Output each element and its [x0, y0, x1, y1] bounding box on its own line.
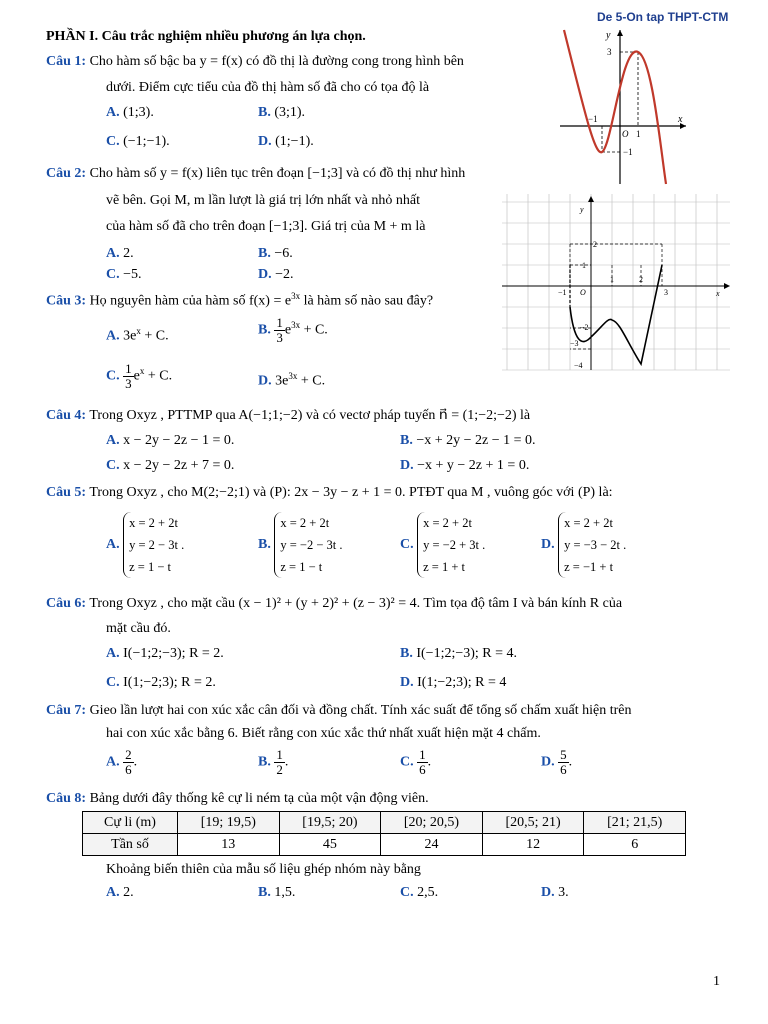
- table-row: [83, 834, 686, 856]
- q7-line1: Câu 7: Gieo lần lượt hai con xúc xắc cân đối và đồng chất. Tính xác suất để tổng số chấm xuất hiện trên: [46, 703, 632, 718]
- table-cell: [19,5; 20): [279, 812, 381, 834]
- graph1-label-origin: O: [622, 129, 629, 139]
- q3-label: Câu 3:: [46, 293, 87, 309]
- table-cell: 13: [178, 834, 280, 856]
- graph2-grid: [502, 194, 730, 370]
- table-cell: Cự li (m): [83, 812, 178, 834]
- graph2-label-x1: 1: [610, 275, 614, 284]
- q4-option-c: C. x − 2y − 2z + 7 = 0.: [106, 458, 235, 473]
- graph1-label-1: 1: [636, 129, 641, 139]
- graph1-label-3: 3: [607, 47, 612, 57]
- graph1-label-neg1-x: −1: [588, 114, 598, 124]
- page-number: 1: [713, 974, 720, 989]
- section-title: PHẦN I. Câu trắc nghiệm nhiều phương án lựa chọn.: [46, 29, 366, 44]
- q7-option-b: B. $\frac{1}{2}$ .: [258, 747, 289, 777]
- q2-line3: của hàm số đã cho trên đoạn [−1;3]. Giá trị của M + m là: [106, 219, 426, 234]
- graph2-label-x2: 2: [639, 275, 643, 284]
- q7-option-d: D. $\frac{5}{6}$ .: [541, 747, 573, 777]
- table-cell: [20; 20,5): [381, 812, 483, 834]
- q5-label: Câu 5:: [46, 485, 87, 500]
- q5-option-d: D. x = 2 + 2t y = −3 − 2t . z = −1 + t: [541, 512, 626, 578]
- graph2-label-3: 3: [664, 288, 668, 297]
- q2-option-d: D. −2.: [258, 267, 294, 282]
- q1-option-d: D. (1;−1).: [258, 134, 314, 149]
- q1-option-a: A. (1;3).: [106, 105, 154, 120]
- graph2-label-2: 2: [593, 240, 597, 249]
- q6-option-b: B. I(−1;2;−3); R = 4.: [400, 646, 518, 661]
- grid-graph: [502, 192, 732, 372]
- graph1-label-y: y: [606, 30, 611, 41]
- q8-option-c: C. 2,5.: [400, 885, 439, 900]
- table-cell: 24: [381, 834, 483, 856]
- frequency-table: [82, 811, 686, 856]
- q5-option-a: A. x = 2 + 2t y = 2 − 3t . z = 1 − t: [106, 512, 184, 578]
- document-header: De 5-On tap THPT-CTM: [597, 10, 729, 24]
- graph2-label-neg1: −1: [558, 288, 567, 297]
- table-cell: 6: [584, 834, 686, 856]
- graph2-label-x: x: [716, 289, 720, 298]
- q8-line2: Khoảng biến thiên của mẫu số liệu ghép nhóm này bằng: [106, 862, 421, 877]
- q6-option-c: C. I(1;−2;3); R = 2.: [106, 675, 216, 690]
- q3-option-d: D. $3e^{3x} + C$.: [258, 371, 326, 389]
- q4-line1: Câu 4: Trong Oxyz , PTTMP qua A(−1;1;−2) và có vectơ pháp tuyến n⃗ = (1;−2;−2) là: [46, 408, 531, 423]
- q2-option-c: C. −5.: [106, 267, 142, 282]
- table-cell: 12: [482, 834, 584, 856]
- graph2-label-y: y: [580, 205, 584, 214]
- q3-line1: Câu 3: Họ nguyên hàm của hàm số $f(x) = e^{3x}$ là hàm số nào sau đây?: [46, 291, 434, 309]
- q1-option-b: B. (3;1).: [258, 105, 306, 120]
- q4-label: Câu 4:: [46, 408, 87, 423]
- table-cell: Tần số: [83, 834, 178, 856]
- q7-option-c: C. $\frac{1}{6}$ .: [400, 747, 432, 777]
- q5-line1: Câu 5: Trong Oxyz , cho M(2;−2;1) và (P): 2x − 3y − z + 1 = 0. PTĐT qua M , vuông góc với (P) là:: [46, 485, 613, 500]
- table-cell: [21; 21,5): [584, 812, 686, 834]
- table-header-row: [83, 812, 686, 834]
- q4-option-d: D. −x + y − 2z + 1 = 0.: [400, 458, 530, 473]
- q1-line2: dưới. Điểm cực tiểu của đồ thị hàm số đã cho có tọa độ là: [106, 80, 430, 95]
- table-cell: 45: [279, 834, 381, 856]
- q7-line2: hai con xúc xắc bằng 6. Biết rằng con xúc xắc thứ nhất xuất hiện mặt 4 chấm.: [106, 726, 541, 741]
- graph2-label-neg2: −2: [580, 323, 589, 332]
- graph1-label-neg1-y: −1: [623, 147, 633, 157]
- graph1-curve: [564, 30, 666, 184]
- table-cell: [20,5; 21): [482, 812, 584, 834]
- q7-option-a: A. $\frac{2}{6}$ .: [106, 747, 138, 777]
- q8-label: Câu 8:: [46, 791, 87, 806]
- q2-line2: vẽ bên. Gọi M, m lần lượt là giá trị lớn nhất và nhỏ nhất: [106, 193, 421, 208]
- q2-line1: Câu 2: Cho hàm số y = f(x) liên tục trên đoạn [−1;3] và có đồ thị như hình: [46, 166, 466, 181]
- q1-label: Câu 1:: [46, 54, 87, 69]
- cubic-graph: [560, 24, 690, 186]
- q2-option-b: B. −6.: [258, 246, 293, 261]
- q8-option-b: B. 1,5.: [258, 885, 296, 900]
- q3-option-b: B. $\frac{1}{3}$ $e^{3x} + C$.: [258, 315, 328, 345]
- q5-option-b: B. x = 2 + 2t y = −2 − 3t . z = 1 − t: [258, 512, 342, 578]
- q8-option-d: D. 3.: [541, 885, 569, 900]
- graph2-label-origin: O: [580, 288, 586, 297]
- q2-label: Câu 2:: [46, 166, 87, 181]
- q4-option-b: B. −x + 2y − 2z − 1 = 0.: [400, 433, 536, 448]
- q8-line1: Câu 8: Bảng dưới đây thống kê cự li ném tạ của một vận động viên.: [46, 791, 429, 806]
- graph1-label-x: x: [678, 114, 683, 125]
- q6-line1: Câu 6: Trong Oxyz , cho mặt cầu (x − 1)² + (y + 2)² + (z − 3)² = 4. Tìm tọa độ tâm I và bán kính R của: [46, 596, 623, 611]
- q1-line1: Câu 1: Cho hàm số bậc ba y = f(x) có đồ thị là đường cong trong hình bên: [46, 54, 464, 69]
- graph2-label-1: 1: [582, 261, 586, 270]
- q6-option-d: D. I(1;−2;3); R = 4: [400, 675, 507, 690]
- q4-option-a: A. x − 2y − 2z − 1 = 0.: [106, 433, 235, 448]
- q3-option-a: A. $3e^x + C$.: [106, 326, 169, 344]
- q5-option-c: C. x = 2 + 2t y = −2 + 3t . z = 1 + t: [400, 512, 485, 578]
- q8-option-a: A. 2.: [106, 885, 134, 900]
- q6-option-a: A. I(−1;2;−3); R = 2.: [106, 646, 224, 661]
- q7-label: Câu 7:: [46, 703, 87, 718]
- q3-option-c: C. $\frac{1}{3}$ $e^x + C$.: [106, 361, 173, 391]
- graph2-label-neg3: −3: [570, 339, 579, 348]
- q1-option-c: C. (−1;−1).: [106, 134, 170, 149]
- q2-option-a: A. 2.: [106, 246, 134, 261]
- table-cell: [19; 19,5): [178, 812, 280, 834]
- q6-line2: mặt cầu đó.: [106, 621, 171, 636]
- q6-label: Câu 6:: [46, 596, 87, 611]
- graph2-label-neg4: −4: [574, 361, 583, 370]
